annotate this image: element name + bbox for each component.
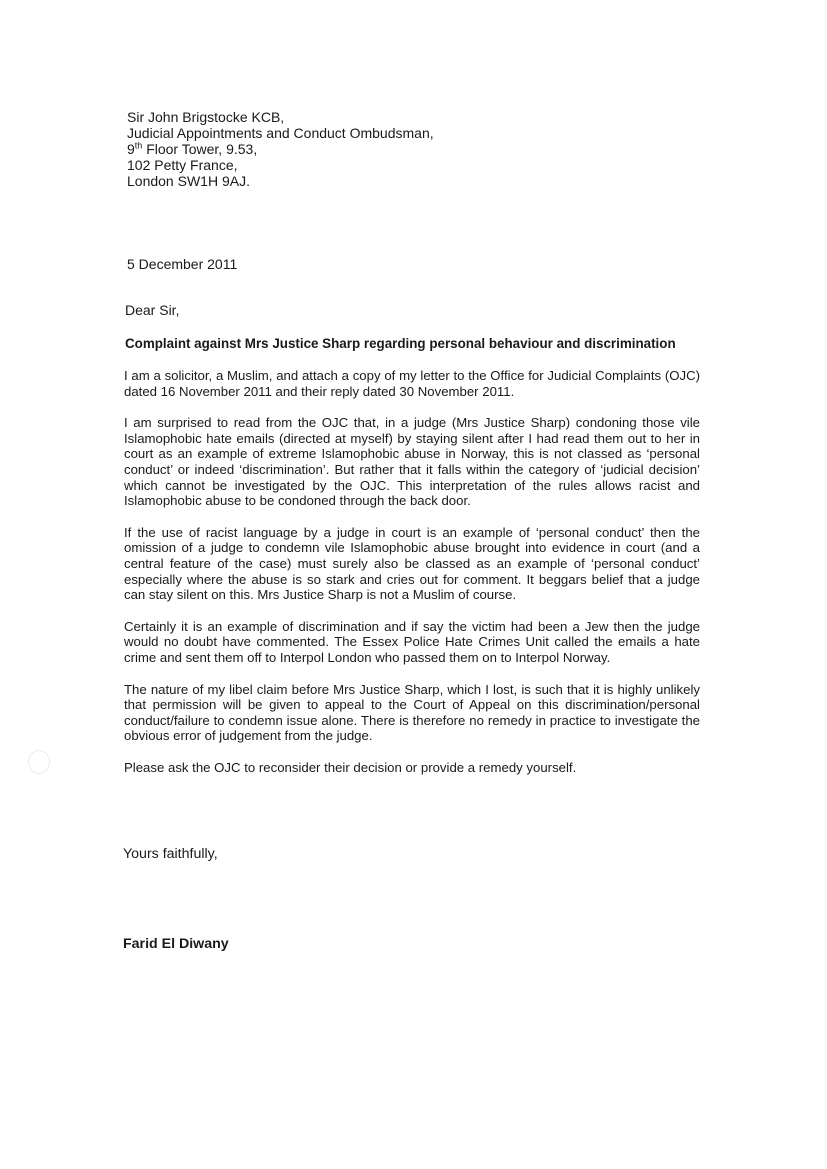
floor-number: 9 <box>127 141 135 157</box>
floor-ordinal: th <box>134 140 143 151</box>
paragraph-request: Please ask the OJC to reconsider their decision or provide a remedy yourself. <box>124 759 577 775</box>
paragraph-personal-conduct: If the use of racist language by a judge in court is an example of ‘personal conduct’ then the omission of a judge to condemn vile Islamophobic abuse brought into evidence in court (and a central feature of the case) must surely also be classed as an example of ‘personal conduct’ especially where the abuse is so stark and cries out for comment. It beggars belief that a judge can stay silent on this. Mrs Justice Sharp is not a Muslim of course. <box>124 524 700 603</box>
recipient-city-postcode: London SW1H 9AJ. <box>127 173 250 189</box>
recipient-address <box>127 109 434 189</box>
salutation: Dear Sir, <box>125 302 180 318</box>
recipient-name: Sir John Brigstocke KCB, <box>127 109 285 125</box>
closing: Yours faithfully, <box>123 846 218 862</box>
punch-hole-mark <box>28 750 50 774</box>
signature-name: Farid El Diwany <box>123 936 229 952</box>
recipient-street: 102 Petty France, <box>127 157 238 173</box>
paragraph-introduction: I am a solicitor, a Muslim, and attach a copy of my letter to the Office for Judicial Complaints (OJC) dated 16 November 2011 and their reply dated 30 November 2011. <box>124 368 700 399</box>
floor-rest: Floor Tower, 9.53, <box>142 141 258 157</box>
letter-body <box>124 368 700 791</box>
subject-heading: Complaint against Mrs Justice Sharp regarding personal behaviour and discrimination <box>125 336 676 351</box>
paragraph-discrimination: Certainly it is an example of discrimination and if say the victim had been a Jew then the judge would no doubt have commented. The Essex Police Hate Crimes Unit called the emails a hate crime and sent them off to Interpol London who passed them on to Interpol Norway. <box>124 618 700 665</box>
recipient-floor <box>127 141 434 157</box>
recipient-title: Judicial Appointments and Conduct Ombudsman, <box>127 125 434 141</box>
paragraph-libel-claim: The nature of my libel claim before Mrs Justice Sharp, which I lost, is such that it is highly unlikely that permission will be given to appeal to the Court of Appeal on this discrimination/personal conduct/failure to condemn issue alone. There is therefore no remedy in practice to investigate the obvious error of judgement from the judge. <box>124 681 700 744</box>
paragraph-ojc-response: I am surprised to read from the OJC that, in a judge (Mrs Justice Sharp) condoning those vile Islamophobic hate emails (directed at myself) by staying silent after I had read them out to her in court as an example of extreme Islamophobic abuse in Norway, this is not classed as ‘personal conduct’ or indeed ‘discrimination’. But rather that it falls within the category of ‘judicial decision’ which cannot be investigated by the OJC. This interpretation of the rules allows racist and Islamophobic abuse to be condoned through the back door. <box>124 415 700 509</box>
letter-date: 5 December 2011 <box>127 256 238 272</box>
